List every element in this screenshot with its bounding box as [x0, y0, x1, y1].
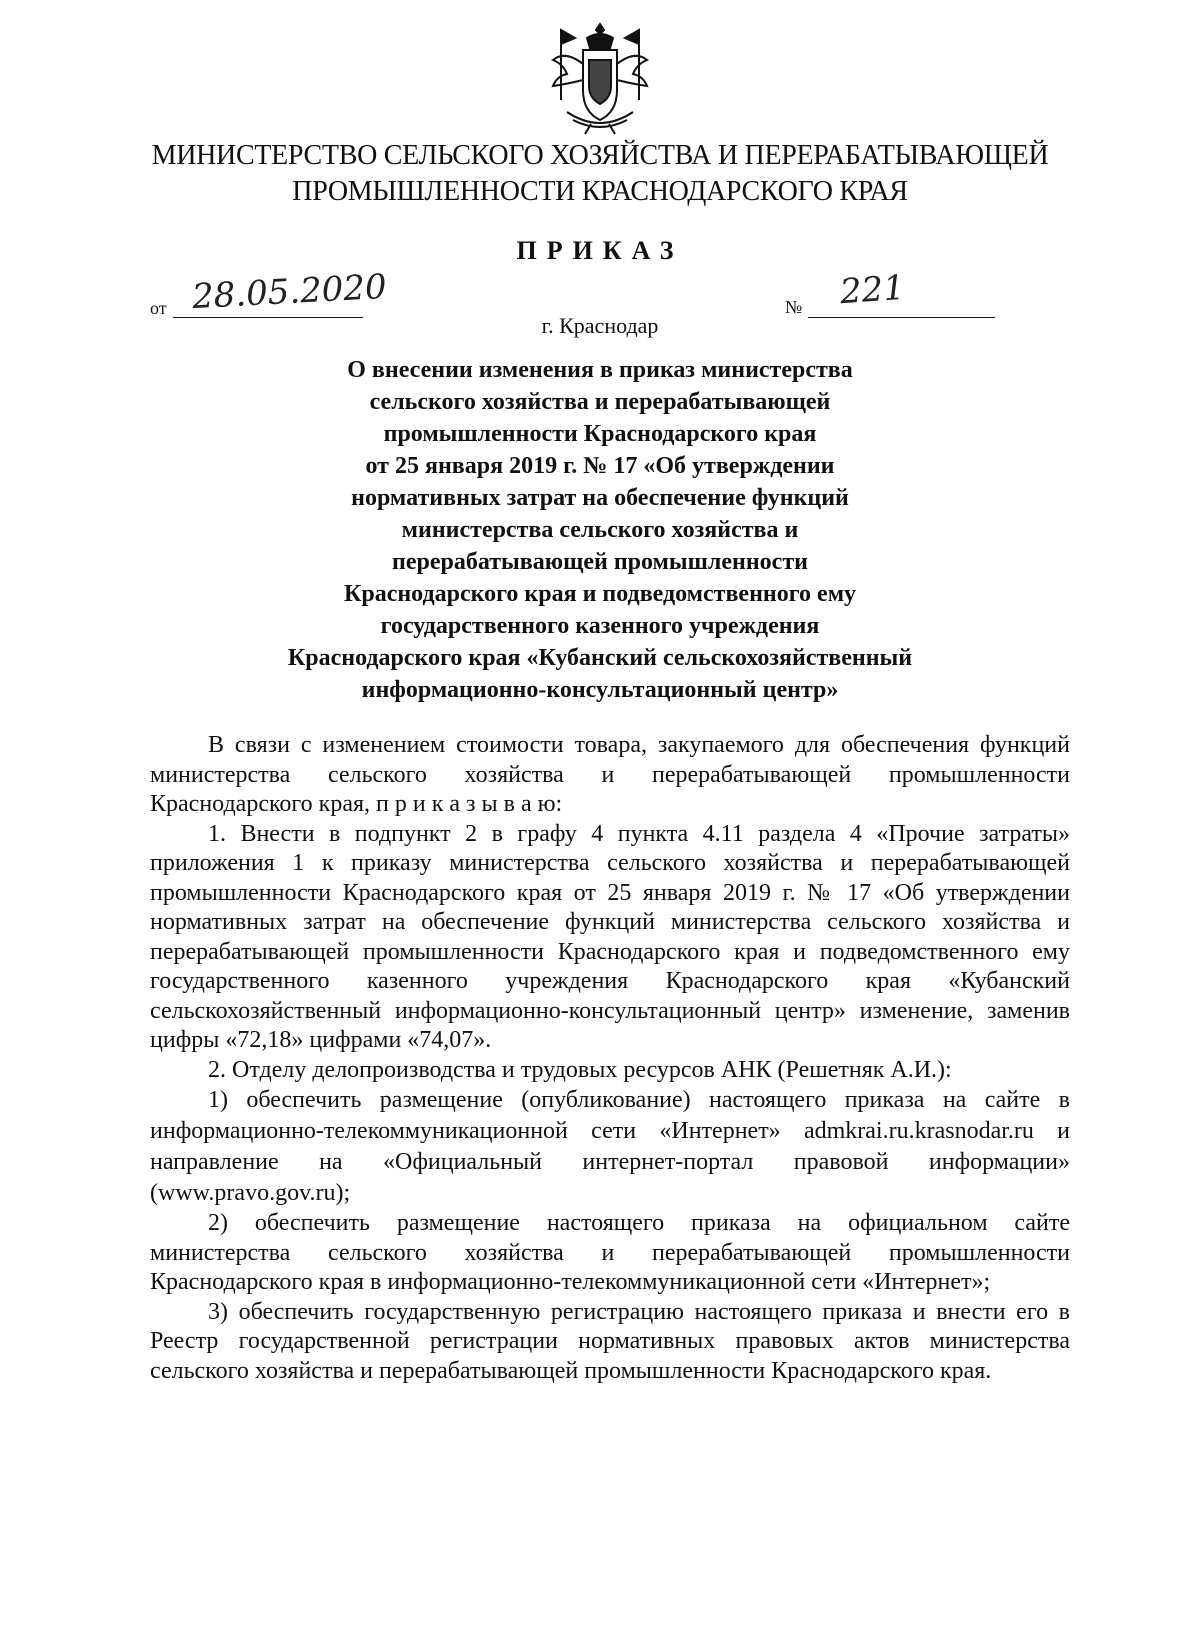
order-title	[0, 354, 1200, 706]
title-line: информационно-консультационный центр»	[361, 677, 839, 703]
order-body	[150, 731, 1070, 1386]
title-line: Краснодарского края и подведомственного ему	[343, 581, 857, 607]
intro-paragraph: В связи с изменением стоимости товара, закупаемого для обеспечения функций министерства сельского хозяйства и перерабатывающей промышленности Краснодарского края, п р и к а з ы в а ю:	[150, 732, 1070, 817]
title-line: от 25 января 2019 г. № 17 «Об утверждении	[365, 453, 835, 479]
title-line: промышленности Краснодарского края	[383, 421, 817, 447]
item-2-2-paragraph: 2) обеспечить размещение настоящего приказа на официальном сайте министерства сельского хозяйства и перерабатывающей промышленности Краснодарского края в информационно-телекоммуникационной сети «Интернет»;	[150, 1210, 1070, 1295]
item-2-3-paragraph: 3) обеспечить государственную регистрацию настоящего приказа и внести его в Реестр государственной регистрации нормативных правовых актов министерства сельского хозяйства и перерабатывающей промышленности Краснодарского края.	[150, 1298, 1070, 1384]
ministry-name-line1: МИНИСТЕРСТВО СЕЛЬСКОГО ХОЗЯЙСТВА И ПЕРЕРАБАТЫВАЮЩЕЙ	[151, 140, 1049, 171]
title-line: перерабатывающей промышленности	[392, 549, 808, 575]
title-line: нормативных затрат на обеспечение функций	[351, 485, 849, 511]
item-1-paragraph: 1. Внести в подпункт 2 в графу 4 пункта 4.11 раздела 4 «Прочие затраты» приложения 1 к приказу министерства сельского хозяйства и перерабатывающей промышленности Краснодарского края от 25 января 2019 г. № 17 «Об утверждении нормативных затрат на обеспечение функций министерства сельского хозяйства и перерабатывающей промышленности Краснодарского края и подведомственного ему государственного казенного учреждения Краснодарского края «Кубанский сельскохозяйственный информационно-консультационный центр» изменение, заменив цифры «72,18» цифрами «74,07».	[150, 820, 1070, 1053]
title-line: государственного казенного учреждения	[380, 613, 820, 639]
city: г. Краснодар	[541, 313, 659, 338]
coat-of-arms-emblem	[547, 20, 653, 138]
title-line: сельского хозяйства и перерабатывающей	[369, 389, 831, 415]
title-line: министерства сельского хозяйства и	[401, 517, 799, 543]
item-2-paragraph: 2. Отделу делопроизводства и трудовых ресурсов АНК (Решетняк А.И.):	[208, 1056, 952, 1083]
number-handwritten: 221	[838, 267, 907, 313]
title-line: О внесении изменения в приказ министерства	[347, 357, 853, 383]
item-2-1-paragraph: 1) обеспечить размещение (опубликование) настоящего приказа на сайте в информационно-телекоммуникационной сети «Интернет» admkrai.ru.krasnodar.ru и направление на «Официальный интернет-портал правовой информации» (www.pravo.gov.ru);	[150, 1087, 1070, 1206]
number-prefix: №	[785, 297, 803, 317]
order-heading: ПРИКАЗ	[516, 236, 684, 265]
ministry-name-line2: ПРОМЫШЛЕННОСТИ КРАСНОДАРСКОГО КРАЯ	[292, 176, 908, 207]
date-handwritten: 28.05.2020	[191, 266, 388, 318]
title-line: Краснодарского края «Кубанский сельскохозяйственный	[287, 645, 913, 671]
date-prefix: от	[150, 298, 167, 318]
